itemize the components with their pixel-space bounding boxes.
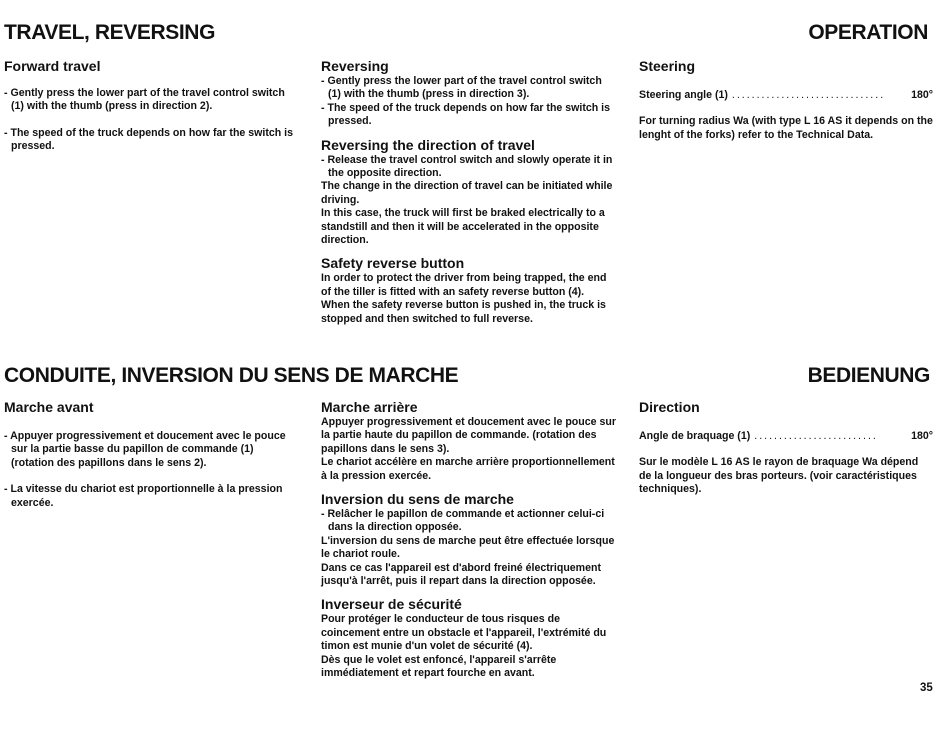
direction-heading: Direction	[639, 399, 700, 415]
marche-arriere-heading: Marche arrière	[321, 399, 418, 415]
inversion-text-2: Dans ce cas l'appareil est d'abord freiné électriquement jusqu'à l'arrêt, puis il repart dans la direction opposée.	[321, 561, 601, 588]
inverseur-heading: Inverseur de sécurité	[321, 596, 462, 613]
reversing-item-2: - The speed of the truck depends on how far the switch is pressed.	[321, 101, 611, 128]
forward-travel-heading: Forward travel	[4, 58, 101, 74]
reversing-item-1: - Gently press the lower part of the travel control switch (1) with the thumb (press in direction 3).	[321, 75, 602, 101]
forward-travel-item-1: - Gently press the lower part of the travel control switch (1) with the thumb (press in direction 2).	[4, 87, 285, 113]
angle-braquage-value: 180°	[911, 430, 933, 442]
steering-column	[639, 58, 933, 142]
section-label-operation: OPERATION	[808, 21, 928, 44]
marche-arriere-text-2: Le chariot accélère en marche arrière proportionnellement à la pression exercée.	[321, 456, 615, 482]
inverseur-text-2: Dès que le volet est enfoncé, l'appareil s'arrête immédiatement et repart fourche en avant.	[321, 653, 557, 680]
safety-reverse-text: In order to protect the driver from being trapped, the end of the tiller is fitted with an safety reverse button (4).	[321, 272, 607, 298]
marche-avant-item-2: - La vitesse du chariot est proportionnelle à la pression exercée.	[4, 483, 283, 509]
inversion-text: L'inversion du sens de marche peut être effectuée lorsque le chariot roule.	[321, 534, 615, 561]
leader-dots: .........................	[754, 430, 878, 442]
section-title-travel-reversing: TRAVEL, REVERSING	[4, 21, 216, 44]
reversing-direction-text: The change in the direction of travel can be initiated while driving.	[321, 180, 613, 206]
section-title-conduite: CONDUITE, INVERSION DU SENS DE MARCHE	[4, 364, 459, 387]
safety-reverse-heading: Safety reverse button	[321, 255, 465, 272]
reversing-column	[321, 58, 617, 326]
steering-heading: Steering	[639, 58, 696, 74]
reversing-direction-heading: Reversing the direction of travel	[321, 136, 535, 153]
marche-arriere-text: Appuyer progressivement et doucement avec le pouce sur la partie haute du papillon de commande. (rotation des papillons dans le sens 3).	[321, 416, 616, 455]
steering-angle-label: Steering angle (1)	[639, 89, 728, 101]
forward-travel-item-2: - The speed of the truck depends on how far the switch is pressed.	[4, 126, 294, 153]
marche-avant-column	[4, 399, 298, 510]
leader-dots: ...............................	[731, 89, 886, 101]
marche-avant-item-1: - Appuyer progressivement et doucement avec le pouce sur la partie basse du papillon de commande (1) (rotation des papillons dans le sens 2).	[4, 430, 286, 469]
inversion-item: - Relâcher le papillon de commande et actionner celui-ci dans la direction opposée.	[321, 508, 605, 534]
inverseur-text: Pour protéger le conducteur de tous risques de coincement entre un obstacle et l'appareil, l'extrémité du timon est munie d'un volet de sécurité (4).	[321, 613, 607, 653]
steering-note: For turning radius Wa (with type L 16 AS it depends on the lenght of the forks) refer to the Technical Data.	[639, 115, 933, 141]
safety-reverse-text-2: When the safety reverse button is pushed in, the truck is stopped and then switched to full reverse.	[321, 299, 606, 325]
reversing-direction-item: - Release the travel control switch and slowly operate it in the opposite direction.	[321, 153, 613, 180]
direction-column	[639, 399, 933, 497]
angle-braquage-spec	[639, 430, 933, 443]
direction-note: Sur le modèle L 16 AS le rayon de braquage Wa dépend de la longueur des bras porteurs. (voir caractéristiques techniques).	[639, 456, 919, 496]
marche-avant-heading: Marche avant	[4, 399, 94, 415]
steering-angle-value: 180°	[911, 89, 933, 101]
section-label-bedienung: BEDIENUNG	[807, 364, 930, 387]
steering-angle-spec	[639, 89, 933, 102]
inversion-heading: Inversion du sens de marche	[321, 491, 514, 508]
reversing-heading: Reversing	[321, 58, 389, 74]
marche-arriere-column	[321, 399, 617, 681]
reversing-direction-text-2: In this case, the truck will first be braked electrically to a standstill and then it will be accelerated in the opposite direction.	[321, 207, 605, 247]
page-number: 35	[920, 682, 933, 694]
angle-braquage-label: Angle de braquage (1)	[639, 430, 751, 442]
forward-travel-column	[4, 58, 298, 154]
